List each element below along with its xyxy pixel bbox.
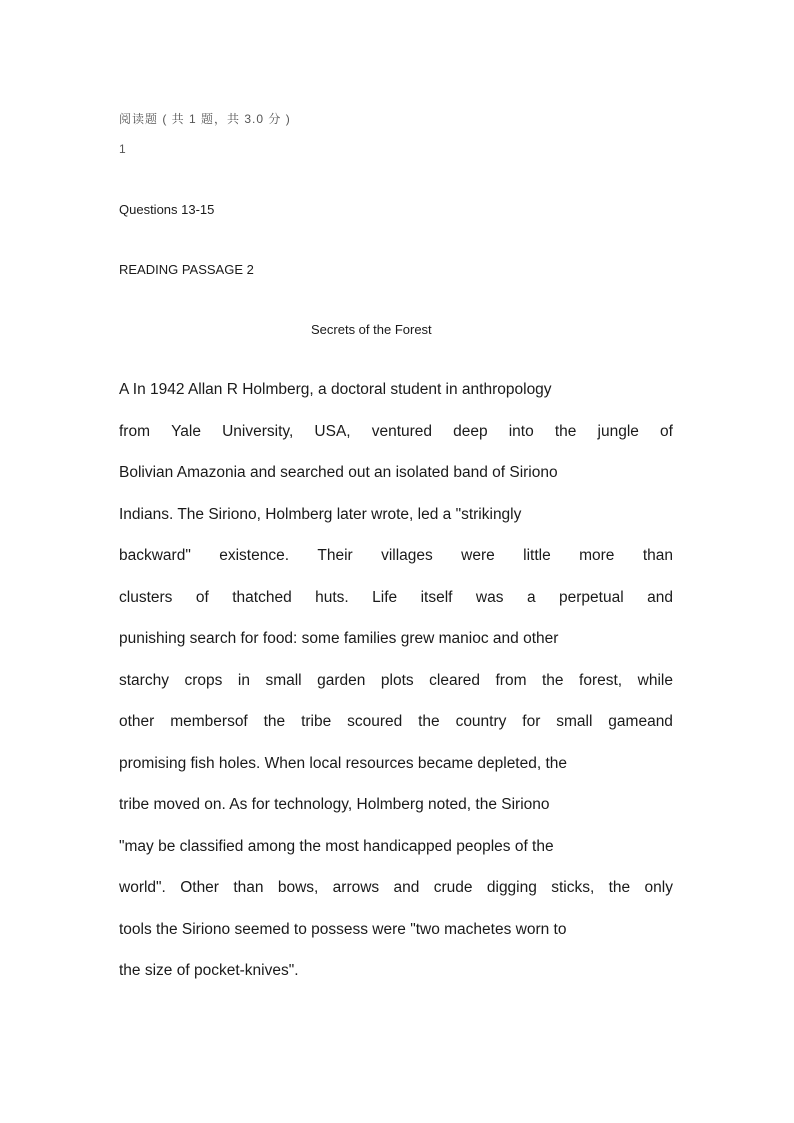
passage-word: existence. (219, 547, 290, 564)
passage-word: starchy (119, 671, 169, 689)
passage-line: the size of pocket-knives". (119, 962, 299, 979)
passage-word: deep (453, 422, 488, 440)
passage-line: Bolivian Amazonia and searched out an isolated band of Siriono (119, 464, 558, 481)
passage-word: for (522, 713, 541, 730)
passage-word: USA, (314, 422, 351, 440)
passage-word: clusters (119, 588, 173, 606)
passage-word: huts. (315, 588, 349, 606)
passage-word: forest, (579, 671, 623, 689)
passage-word: small (265, 671, 302, 689)
passage-word: were (461, 547, 495, 564)
passage-word: the (418, 713, 440, 730)
passage-word: world". (119, 879, 166, 896)
passage-word: bows, (277, 879, 319, 896)
passage-body (119, 380, 673, 1003)
passage-word: in (237, 671, 250, 689)
passage-word: garden (317, 671, 366, 689)
passage-line: punishing search for food: some families grew manioc and other (119, 630, 559, 647)
passage-line: tools the Siriono seemed to possess were "two machetes worn to (119, 920, 567, 938)
passage-word: of (660, 422, 673, 440)
passage-line (119, 671, 673, 713)
passage-word: more (579, 547, 615, 564)
passage-line: Indians. The Siriono, Holmberg later wrote, led a "strikingly (119, 505, 522, 523)
passage-word: country (455, 713, 507, 730)
passage-word: sticks, (551, 879, 595, 896)
passage-word: jungle (597, 422, 639, 440)
passage-line (119, 422, 673, 464)
passage-word: Their (317, 547, 353, 564)
passage-line (119, 546, 673, 588)
passage-word: the (554, 422, 577, 440)
passage-word: tribe (301, 713, 332, 730)
passage-word: crude (433, 879, 473, 896)
passage-line (119, 878, 673, 920)
passage-word: from (119, 422, 150, 440)
passage-word: while (637, 671, 673, 689)
passage-word: Life (372, 588, 398, 606)
passage-word: digging (486, 879, 537, 896)
passage-word: scoured (347, 713, 403, 730)
passage-word: and (647, 588, 673, 606)
passage-word: the (263, 713, 286, 730)
passage-word: University, (222, 422, 294, 440)
passage-word: plots (380, 671, 414, 689)
passage-word: villages (381, 547, 433, 564)
passage-word: than (233, 879, 264, 896)
passage-word: Yale (171, 422, 201, 440)
passage-title: Secrets of the Forest (311, 322, 432, 337)
passage-line: A In 1942 Allan R Holmberg, a doctoral student in anthropology (119, 381, 552, 398)
passage-word: arrows (332, 879, 380, 896)
passage-word: backward" (119, 547, 191, 564)
passage-word: the (541, 671, 564, 689)
passage-word: crops (184, 671, 223, 689)
passage-word: was (475, 588, 504, 606)
passage-line: promising fish holes. When local resources became depleted, the (119, 754, 568, 772)
passage-word: little (523, 547, 551, 564)
passage-line: tribe moved on. As for technology, Holmberg noted, the Siriono (119, 796, 550, 813)
passage-word: of (195, 588, 209, 606)
passage-word: cleared (429, 671, 480, 689)
passage-word: small (556, 713, 593, 730)
section-header: 阅读题 ( 共 1 题，共 3.0 分 ) (119, 112, 291, 126)
passage-word: into (508, 422, 534, 440)
passage-word: than (642, 547, 673, 564)
passage-word: gameand (608, 713, 673, 730)
passage-word: other (119, 713, 155, 730)
passage-word: Other (180, 879, 219, 896)
passage-word: only (644, 879, 673, 896)
passage-line: "may be classified among the most handicapped peoples of the (119, 837, 554, 855)
passage-line (119, 712, 673, 754)
passage-line (119, 588, 673, 630)
passage-word: membersof (170, 713, 248, 730)
passage-label: READING PASSAGE 2 (119, 262, 254, 277)
questions-range: Questions 13-15 (119, 202, 215, 217)
passage-word: the (608, 879, 631, 896)
passage-word: a (526, 588, 536, 606)
passage-word: ventured (371, 422, 433, 440)
passage-word: perpetual (559, 588, 624, 606)
passage-word: from (495, 671, 527, 689)
passage-word: and (393, 879, 420, 896)
passage-word: itself (420, 588, 453, 606)
question-number: 1 (119, 142, 126, 156)
passage-word: thatched (232, 588, 292, 606)
